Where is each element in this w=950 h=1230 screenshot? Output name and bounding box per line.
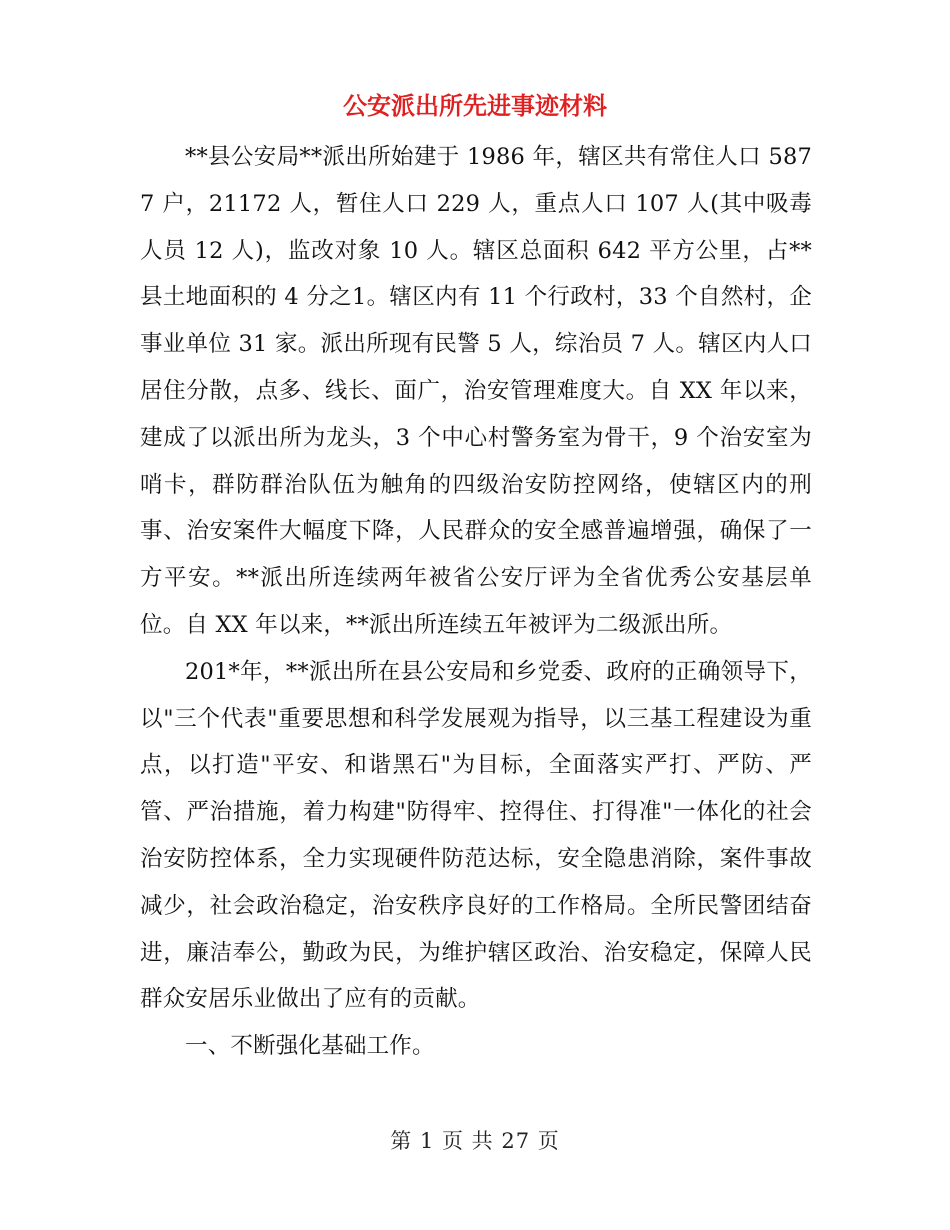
paragraph-intro: **县公安局**派出所始建于 1986 年，辖区共有常住人口 5877 户，21172 人，暂住人口 229 人，重点人口 107 人(其中吸毒人员 12 人)，监改对象 10 人。辖区总面积 642 平方公里，占**县土地面积的 4 分之1。辖区内有 11 个行政村，33 个自然村，企事业单位 31 家。派出所现有民警 5 人，综治员 7 人。辖区内人口居住分散，点多、线长、面广，治安管理难度大。自 XX 年以来，建成了以派出所为龙头，3 个中心村警务室为骨干，9 个治安室为哨卡，群防群治队伍为触角的四级治安防控网络，使辖区内的刑事、治安案件大幅度下降，人民群众的安全感普遍增强，确保了一方平安。**派出所连续两年被省公安厅评为全省优秀公安基层单位。自 XX 年以来，**派出所连续五年被评为二级派出所。: [140, 144, 812, 638]
section-heading: 一、不断强化基础工作。: [185, 1033, 435, 1060]
document-body: [140, 134, 812, 1070]
paragraph-summary: 201*年，**派出所在县公安局和乡党委、政府的正确领导下，以"三个代表"重要思想和科学发展观为指导，以三基工程建设为重点，以打造"平安、和谐黑石"为目标，全面落实严打、严防、严管、严治措施，着力构建"防得牢、控得住、打得准"一体化的社会治安防控体系，全力实现硬件防范达标，安全隐患消除，案件事故减少，社会政治稳定，治安秩序良好的工作格局。全所民警团结奋进，廉洁奉公，勤政为民，为维护辖区政治、治安稳定，保障人民群众安居乐业做出了应有的贡献。: [140, 658, 812, 1013]
page-number-footer: 第 1 页 共 27 页: [390, 1129, 560, 1153]
document-title: 公安派出所先进事迹材料: [343, 91, 607, 120]
